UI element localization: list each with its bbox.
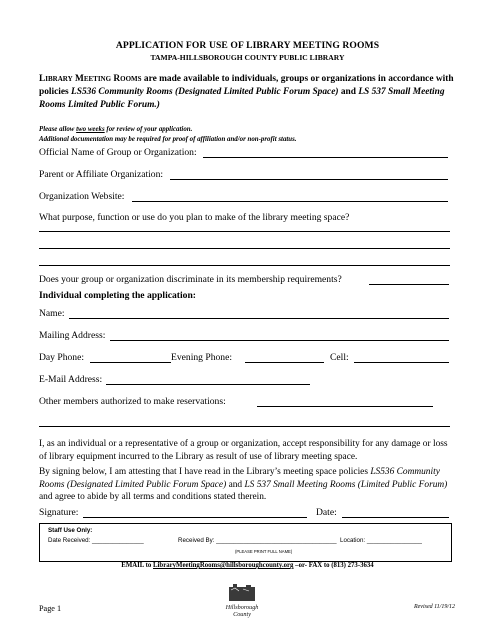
logo-text-line-2: County <box>233 611 251 618</box>
purpose-line-2[interactable] <box>39 248 450 249</box>
note-text: Please allow <box>39 126 77 133</box>
mailing-address-field[interactable] <box>110 340 449 341</box>
official-name-label: Official Name of Group or Organization: <box>39 147 197 158</box>
note-text-end: for review of your application. <box>104 126 193 133</box>
email-field[interactable] <box>106 384 310 385</box>
staff-use-box <box>39 523 452 562</box>
day-phone-label: Day Phone: <box>39 352 85 363</box>
staff-location: Location: ________________ <box>340 537 422 544</box>
review-notes <box>39 125 459 145</box>
intro-policy-ls536: LS536 Community Rooms (Designated Limited Public Forum Space) <box>71 87 339 97</box>
staff-received-by: Received By: ___________________________________ <box>178 537 337 544</box>
name-label: Name: <box>39 308 65 319</box>
other-members-field[interactable] <box>257 406 433 407</box>
note-emphasis: two weeks <box>76 126 105 133</box>
staff-use-title: Staff Use Only: <box>48 527 93 534</box>
attestation-paragraph <box>39 466 457 504</box>
purpose-label: What purpose, function or use do you plan to make of the library meeting space? <box>39 212 350 223</box>
official-name-field[interactable] <box>203 157 448 158</box>
intro-text: are made available to individuals, groups or organizations in accordance with policies <box>39 74 454 97</box>
other-members-line-2[interactable] <box>39 426 450 427</box>
contact-line <box>0 562 495 569</box>
documentation-note: Additional documentation may be required for proof of affiliation and/or non-profit status. <box>39 136 297 143</box>
date-label: Date: <box>316 507 337 518</box>
form-title: APPLICATION FOR USE OF LIBRARY MEETING ROOMS <box>115 40 380 51</box>
contact-email-link[interactable]: LibraryMeetingRooms@hillsboroughcounty.org <box>153 562 294 569</box>
website-label: Organization Website: <box>39 191 125 202</box>
cell-label: Cell: <box>330 352 349 363</box>
parent-org-field[interactable] <box>170 179 448 180</box>
intro-and: and <box>338 87 359 97</box>
attestation-text-end: and agree to abide by all terms and conditions stated therein. <box>39 492 267 502</box>
purpose-line-1[interactable] <box>39 231 450 232</box>
contact-prefix: EMAIL to <box>121 562 154 569</box>
discrimination-field[interactable] <box>369 284 449 285</box>
review-time-note <box>39 125 459 135</box>
logo-text-line-1: Hillsborough <box>225 604 259 611</box>
responsibility-paragraph: I, as an individual or a representative of a group or organization, accept responsibility for any damage or loss of library equipment incurred to the Library as result of use of library meeting space. <box>39 439 448 462</box>
parent-org-label: Parent or Affiliate Organization: <box>39 169 164 180</box>
intro-lead: Library Meeting Rooms <box>39 74 142 84</box>
staff-date-received: Date Received: _______________ <box>48 537 144 544</box>
website-field[interactable] <box>132 201 448 202</box>
day-phone-field[interactable] <box>90 362 171 363</box>
intro-policy-ls537: LS 537 Small Meeting Rooms Limited Public Forum.) <box>39 87 445 110</box>
hillsborough-county-logo <box>219 584 265 618</box>
other-members-label: Other members authorized to make reservations: <box>39 396 226 407</box>
attestation-policy-ls537: LS 537 Small Meeting Rooms (Limited Public Forum) <box>244 479 448 490</box>
print-name-note: (PLEASE PRINT FULL NAME) <box>235 549 293 554</box>
form-subtitle: TAMPA-HILLSBOROUGH COUNTY PUBLIC LIBRARY <box>150 53 345 62</box>
email-label: E-Mail Address: <box>39 374 103 385</box>
intro-paragraph <box>39 73 459 112</box>
evening-phone-label: Evening Phone: <box>171 352 233 363</box>
name-field[interactable] <box>69 318 449 319</box>
contact-fax: –or- FAX to (813) 273-3634 <box>293 562 374 569</box>
mailing-address-label: Mailing Address: <box>39 330 106 341</box>
discrimination-label: Does your group or organization discriminate in its membership requirements? <box>39 274 342 285</box>
purpose-line-3[interactable] <box>39 265 450 266</box>
date-field[interactable] <box>342 517 449 518</box>
attestation-policy-ls536: LS536 Community Rooms (Designated Limited Public Forum Space) <box>39 467 440 490</box>
attestation-text: By signing below, I am attesting that I have read in the Library’s meeting space policies <box>39 467 371 477</box>
signature-label: Signature: <box>39 507 79 518</box>
individual-heading: Individual completing the application: <box>39 290 196 301</box>
evening-phone-field[interactable] <box>245 362 324 363</box>
logo-tower-right <box>246 585 251 590</box>
attestation-and: and <box>226 479 245 490</box>
revision-date: Revised 11/19/12 <box>413 604 455 610</box>
signature-field[interactable] <box>83 517 307 518</box>
cell-field[interactable] <box>354 362 449 363</box>
page-number: Page 1 <box>39 604 62 613</box>
